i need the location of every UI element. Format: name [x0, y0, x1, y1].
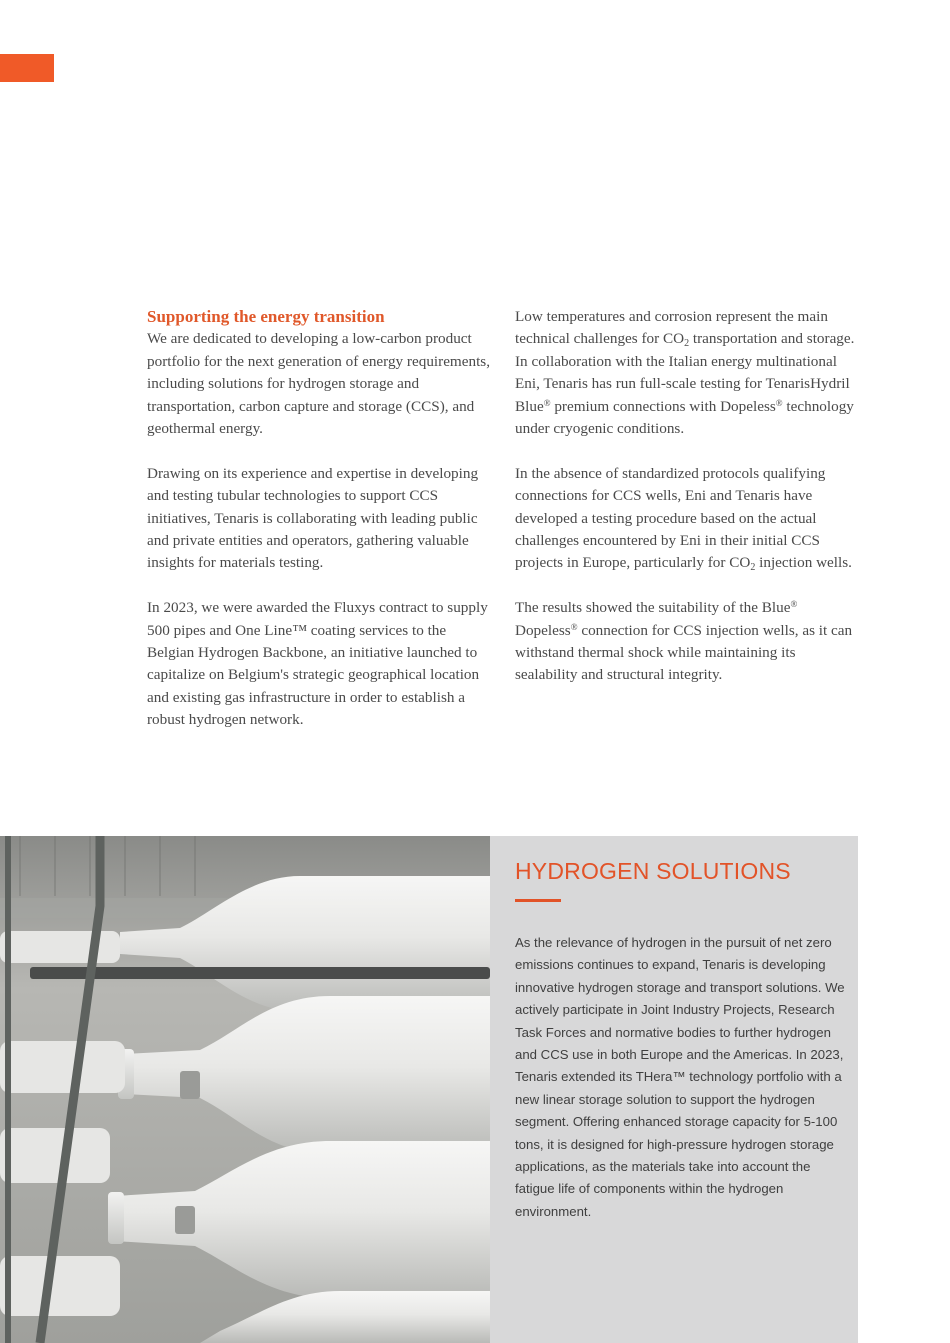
- text-run: In the absence of standardized protocols qualifying connections for CCS wells, Eni and Tenaris have developed a testing procedure based on the actual challenges encountered by Eni in their initial CCS projects in Europe, particularly for CO: [515, 464, 826, 572]
- subscript: 2: [684, 338, 690, 350]
- text-run: transportation and storage. In collaboration with the Italian energy multinational Eni, Tenaris has run full-scale testing for TenarisHydril Blue: [515, 330, 855, 415]
- right-column: [515, 306, 860, 709]
- left-column: [147, 306, 492, 754]
- callout-title: HYDROGEN SOLUTIONS: [515, 858, 791, 884]
- right-paragraph-3: [515, 597, 860, 687]
- left-paragraph-3: In 2023, we were awarded the Fluxys contract to supply 500 pipes and One Line™ coating services to the Belgian Hydrogen Backbone, an initiative launched to capitalize on Belgium's strategic geographical location and existing gas infrastructure in order to establish a robust hydrogen network.: [147, 599, 488, 729]
- text-run: The results showed the suitability of the Blue: [515, 599, 791, 617]
- left-paragraph-1: We are dedicated to developing a low-carbon product portfolio for the next generation of energy requirements, including solutions for hydrogen storage and transportation, carbon capture and storage (CCS), and geothermal energy.: [147, 330, 491, 438]
- text-run: injection wells.: [755, 554, 852, 572]
- hydrogen-solutions-callout: [490, 836, 858, 1343]
- section-heading: Supporting the energy transition: [147, 307, 385, 326]
- text-run: Dopeless: [515, 621, 571, 639]
- registered-mark: ®: [775, 397, 783, 408]
- registered-mark: ®: [790, 599, 798, 610]
- text-run: technology under cryogenic conditions.: [515, 397, 854, 438]
- registered-mark: ®: [543, 397, 551, 408]
- accent-tab: [0, 54, 54, 82]
- text-run: premium connections with Dopeless: [550, 397, 776, 415]
- left-paragraph-2: Drawing on its experience and expertise in developing and testing tubular technologies to support CCS initiatives, Tenaris is collaborating with leading public and private entities and operators, gathering valuable insights for materials testing.: [147, 464, 479, 572]
- hydrogen-cylinders-photo: [0, 836, 490, 1343]
- registered-mark: ®: [570, 621, 578, 632]
- text-run: Low temperatures and corrosion represent the main technical challenges for CO: [515, 308, 828, 348]
- subscript: 2: [750, 562, 756, 574]
- right-paragraph-1: [515, 306, 860, 440]
- title-underline: [515, 899, 561, 902]
- callout-body: As the relevance of hydrogen in the pursuit of net zero emissions continues to expand, Tenaris is developing innovative hydrogen storage and transport solutions. We actively participate in Joint Industry Projects, Research Task Forces and normative bodies to further hydrogen and CCS use in both Europe and the Americas. In 2023, Tenaris extended its THera™ technology portfolio with a new linear storage solution to support the hydrogen segment. Offering enhanced storage capacity for 5-100 tons, it is designed for high-pressure hydrogen storage applications, as the materials take into account the fatigue life of components within the hydrogen environment.: [515, 935, 845, 1219]
- text-run: connection for CCS injection wells, as it can withstand thermal shock while maintaining its sealability and structural integrity.: [515, 621, 853, 684]
- right-paragraph-2: [515, 463, 860, 575]
